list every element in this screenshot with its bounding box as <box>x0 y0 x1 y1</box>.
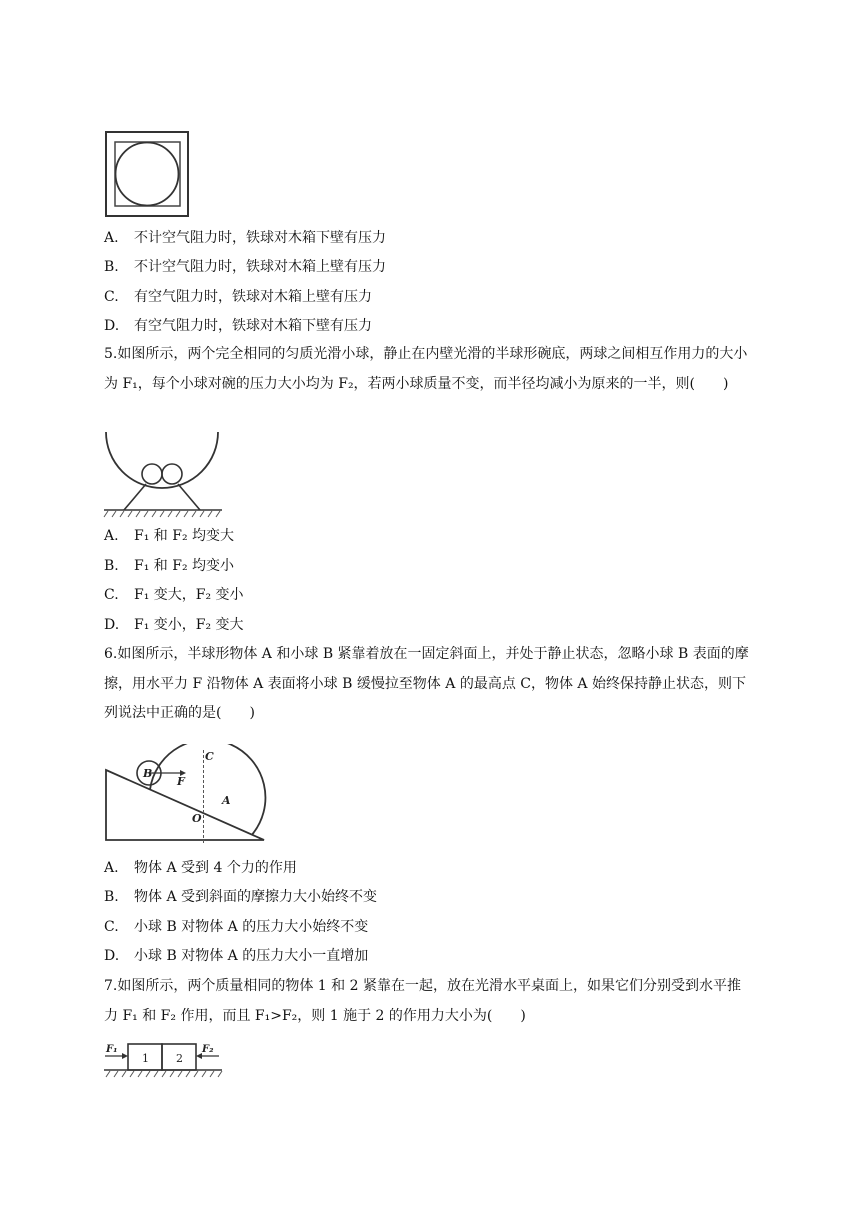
q6-option-b: B. 物体 A 受到斜面的摩擦力大小始终不变 <box>104 889 378 905</box>
q5-option-b: B. F₁ 和 F₂ 均变小 <box>104 558 235 574</box>
q6-stem: 6.如图所示，半球形物体 A 和小球 B 紧靠着放在一固定斜面上，并处于静止状态，忽略小球 B 表面的摩擦，用水平力 F 沿物体 A 表面将小球 B 缓慢拉至物体 A 的最高点 C，物体 A 始终保持静止状态，则下列说法中正确的是( ) <box>104 646 749 721</box>
label-block-2: 2 <box>176 1052 183 1065</box>
q5-stem: 5.如图所示，两个完全相同的匀质光滑小球，静止在内壁光滑的半球形碗底，两球之间相互作用力的大小为 F₁，每个小球对碗的压力大小均为 F₂，若两小球质量不变，而半径均减小为原来的一半，则( ) <box>104 346 748 392</box>
label-f1: F₁ <box>106 1044 118 1055</box>
q4-option-a: A. 不计空气阻力时，铁球对木箱下壁有压力 <box>104 230 386 246</box>
label-o: O <box>192 812 202 825</box>
q4-option-c: C. 有空气阻力时，铁球对木箱上壁有压力 <box>104 289 372 305</box>
q6-option-a: A. 物体 A 受到 4 个力的作用 <box>104 860 297 876</box>
q4-option-d: D. 有空气阻力时，铁球对木箱下壁有压力 <box>104 318 372 334</box>
bowl-two-balls-figure <box>102 432 224 518</box>
label-f2: F₂ <box>202 1044 214 1055</box>
label-a: A <box>222 794 231 807</box>
q5-option-c: C. F₁ 变大，F₂ 变小 <box>104 587 244 603</box>
q6-option-d: D. 小球 B 对物体 A 的压力大小一直增加 <box>104 948 369 964</box>
q5-option-d: D. F₁ 变小，F₂ 变大 <box>104 617 244 633</box>
label-b: B <box>143 767 153 780</box>
label-block-1: 1 <box>142 1052 149 1065</box>
q6-option-c: C. 小球 B 对物体 A 的压力大小始终不变 <box>104 919 369 935</box>
ball-in-box-figure <box>104 130 190 218</box>
incline-hemisphere-figure <box>104 744 268 844</box>
q7-stem: 7.如图所示，两个质量相同的物体 1 和 2 紧靠在一起，放在光滑水平桌面上，如果它们分别受到水平推力 F₁ 和 F₂ 作用，而且 F₁>F₂，则 1 施于 2 的作用力大小为( ) <box>104 978 741 1024</box>
q4-option-b: B. 不计空气阻力时，铁球对木箱上壁有压力 <box>104 259 386 275</box>
label-c: C <box>205 750 214 763</box>
two-blocks-figure <box>102 1040 224 1080</box>
label-f: F <box>177 775 185 788</box>
q5-option-a: A. F₁ 和 F₂ 均变大 <box>104 528 235 544</box>
